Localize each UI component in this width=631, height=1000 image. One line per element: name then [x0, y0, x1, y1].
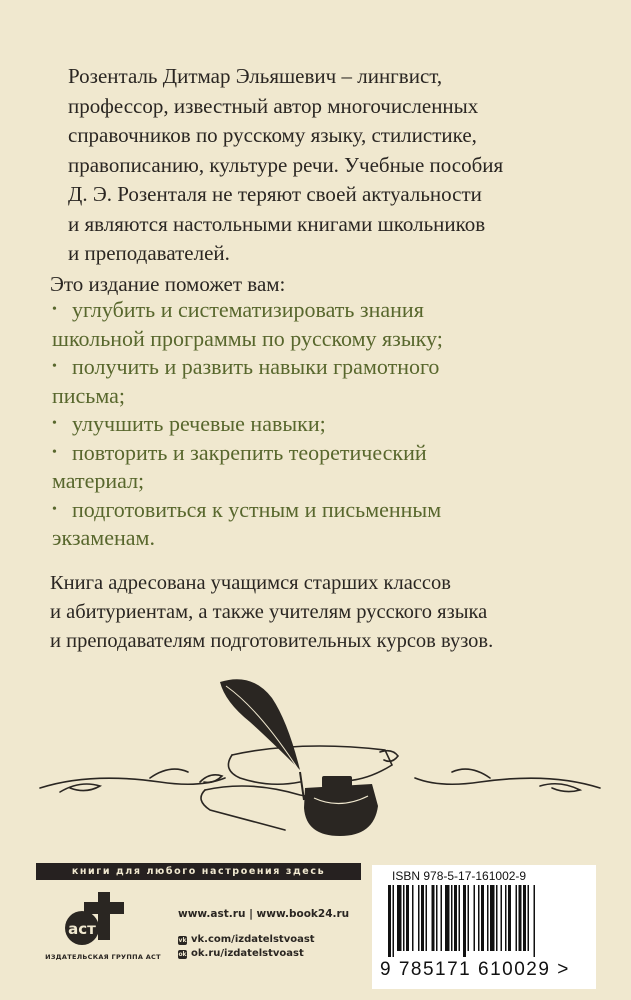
isbn-barcode: [372, 865, 596, 989]
audience-line: и преподавателям подготовительных курсов вузов.: [50, 630, 494, 652]
audience-line: Книга адресована учащимся старших классов: [50, 572, 451, 594]
barcode-digits: 9 785171 610029 >: [380, 959, 570, 980]
audience-line: и абитуриентам, а также учителям русского языка: [50, 601, 488, 623]
bullet-icon: •: [52, 444, 57, 460]
quill-scroll-illustration: [0, 660, 631, 850]
ok-icon: ok: [178, 950, 187, 958]
bio-line: и являются настольными книгами школьников: [68, 211, 486, 236]
benefits-list: [52, 296, 572, 553]
list-item: • подготовиться к устным и письменным экзаменам.: [52, 496, 442, 550]
slogan-bar: книги для любого настроения здесь: [36, 863, 361, 880]
svg-text:аст: аст: [68, 920, 96, 938]
bullet-icon: •: [52, 359, 57, 374]
bullet-icon: •: [52, 416, 57, 431]
website-links[interactable]: www.ast.ru | www.book24.ru: [178, 908, 350, 920]
benefits-intro: Это издание поможет вам:: [50, 272, 286, 296]
isbn-label: ISBN 978-5-17-161002-9: [392, 869, 527, 883]
vk-icon: vk: [178, 936, 187, 944]
list-item: • получить и развить навыки грамотного письма;: [52, 354, 440, 408]
list-item: • углубить и систематизировать знания школьной программы по русскому языку;: [52, 297, 443, 351]
audience-text: [50, 569, 590, 656]
publisher-name: ИЗДАТЕЛЬСКАЯ ГРУППА АСТ: [45, 953, 161, 961]
bio-line: Розенталь Дитмар Эльяшевич – лингвист,: [68, 64, 443, 88]
bullet-icon: •: [52, 501, 57, 517]
bio-line: справочников по русскому языку, стилистике,: [68, 123, 477, 147]
bio-line: и преподавателей.: [68, 241, 230, 265]
bio-line: Д. Э. Розенталя не теряют своей актуальности: [68, 182, 482, 206]
bullet-icon: •: [52, 302, 57, 317]
ast-logo: [60, 890, 132, 946]
list-item: • улучшить речевые навыки;: [52, 410, 572, 439]
barcode-bars: [388, 885, 584, 957]
author-bio: [68, 62, 588, 269]
list-item: • повторить и закрепить теоретический материал;: [52, 439, 427, 493]
bio-line: правописанию, культуре речи. Учебные пособия: [68, 152, 504, 177]
bio-line: профессор, известный автор многочисленных: [68, 93, 479, 118]
social-link-vk[interactable]: vk vk.com/izdatelstvoast: [178, 934, 315, 945]
publisher-links: [178, 908, 349, 961]
social-link-ok[interactable]: ok ok.ru/izdatelstvoast: [178, 948, 304, 959]
